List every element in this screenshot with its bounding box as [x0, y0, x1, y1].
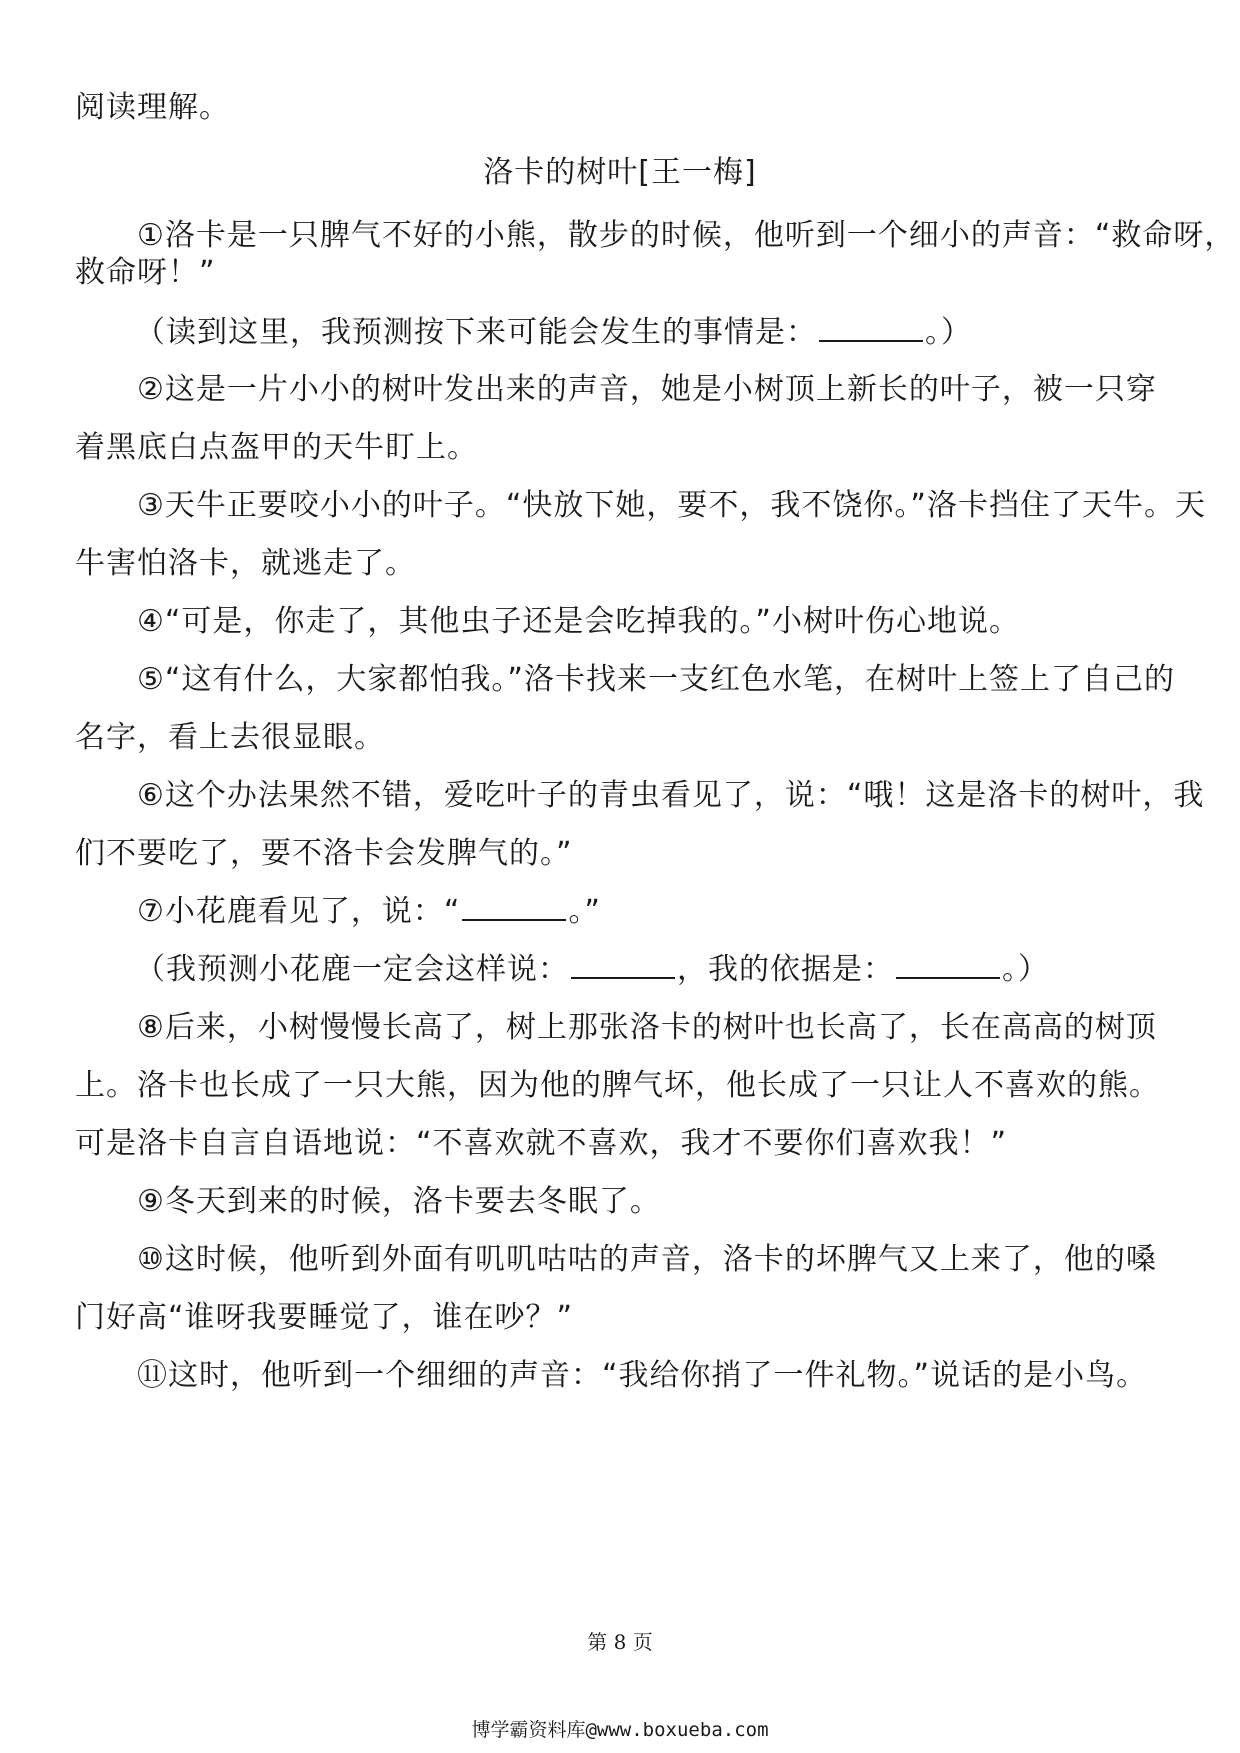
prediction-question-1-text: （读到这里，我预测按下来可能会发生的事情是：	[135, 315, 817, 350]
paragraph-7-end: 。”	[568, 894, 601, 929]
prediction-question-2	[135, 950, 1049, 990]
paragraph-8-line-1: ⑧后来，小树慢慢长高了，树上那张洛卡的树叶也长高了，长在高高的树顶	[137, 1010, 1157, 1045]
section-heading: 阅读理解。	[75, 90, 230, 125]
paragraph-7-text: ⑦小花鹿看见了，说：“	[137, 894, 461, 929]
paragraph-6-line-1: ⑥这个办法果然不错，爱吃叶子的青虫看见了，说：“哦！这是洛卡的树叶，我	[137, 778, 1205, 813]
answer-blank-2[interactable]	[462, 893, 566, 921]
story-title: 洛卡的树叶[王一梅]	[483, 155, 757, 190]
paragraph-4-line-1: ④“可是，你走了，其他虫子还是会吃掉我的。”小树叶伤心地说。	[137, 604, 1020, 639]
paragraph-3-line-2: 牛害怕洛卡，就逃走了。	[75, 546, 416, 581]
paragraph-10-line-2: 门好高“谁呀我要睡觉了，谁在吵？”	[75, 1300, 574, 1335]
paragraph-2-line-1: ②这是一片小小的树叶发出来的声音，她是小树顶上新长的叶子，被一只穿	[137, 372, 1157, 407]
paragraph-6-line-2: 们不要吃了，要不洛卡会发脾气的。”	[75, 836, 573, 871]
watermark: 博学霸资料库@www.boxueba.com	[471, 1719, 769, 1741]
paragraph-9-line-1: ⑨冬天到来的时候，洛卡要去冬眠了。	[137, 1184, 661, 1219]
prediction-question-2-text: （我预测小花鹿一定会这样说：	[135, 952, 569, 987]
paragraph-11-line-1: ⑪这时，他听到一个细细的声音：“我给你捎了一件礼物。”说话的是小鸟。	[137, 1358, 1148, 1393]
prediction-question-2-middle: ，我的依据是：	[677, 952, 894, 987]
answer-blank-3[interactable]	[571, 951, 675, 979]
answer-blank-1[interactable]	[819, 314, 923, 342]
paragraph-8-line-2: 上。洛卡也长成了一只大熊，因为他的脾气坏，他长成了一只让人不喜欢的熊。	[75, 1068, 1160, 1103]
paragraph-8-line-3: 可是洛卡自言自语地说：“不喜欢就不喜欢，我才不要你们喜欢我！”	[75, 1126, 1008, 1161]
paragraph-2-line-2: 着黑底白点盔甲的天牛盯上。	[75, 430, 478, 465]
prediction-question-1	[135, 313, 972, 353]
answer-blank-4[interactable]	[896, 951, 1000, 979]
prediction-question-1-end: 。）	[925, 315, 972, 350]
paragraph-10-line-1: ⑩这时候，他听到外面有叽叽咕咕的声音，洛卡的坏脾气又上来了，他的嗓	[137, 1242, 1157, 1277]
paragraph-3-line-1: ③天牛正要咬小小的叶子。“快放下她，要不，我不饶你。”洛卡挡住了天牛。天	[137, 488, 1206, 523]
paragraph-7-line-1	[137, 892, 601, 932]
paragraph-5-line-2: 名字，看上去很显眼。	[75, 720, 385, 755]
paragraph-1-line-1: ①洛卡是一只脾气不好的小熊，散步的时候，他听到一个细小的声音：“救命呀，	[137, 218, 1236, 253]
paragraph-1-line-2: 救命呀！”	[75, 255, 216, 290]
prediction-question-2-end: 。）	[1002, 952, 1049, 987]
page-number: 第 8 页	[587, 1630, 653, 1654]
paragraph-5-line-1: ⑤“这有什么，大家都怕我。”洛卡找来一支红色水笔，在树叶上签上了自己的	[137, 662, 1175, 697]
